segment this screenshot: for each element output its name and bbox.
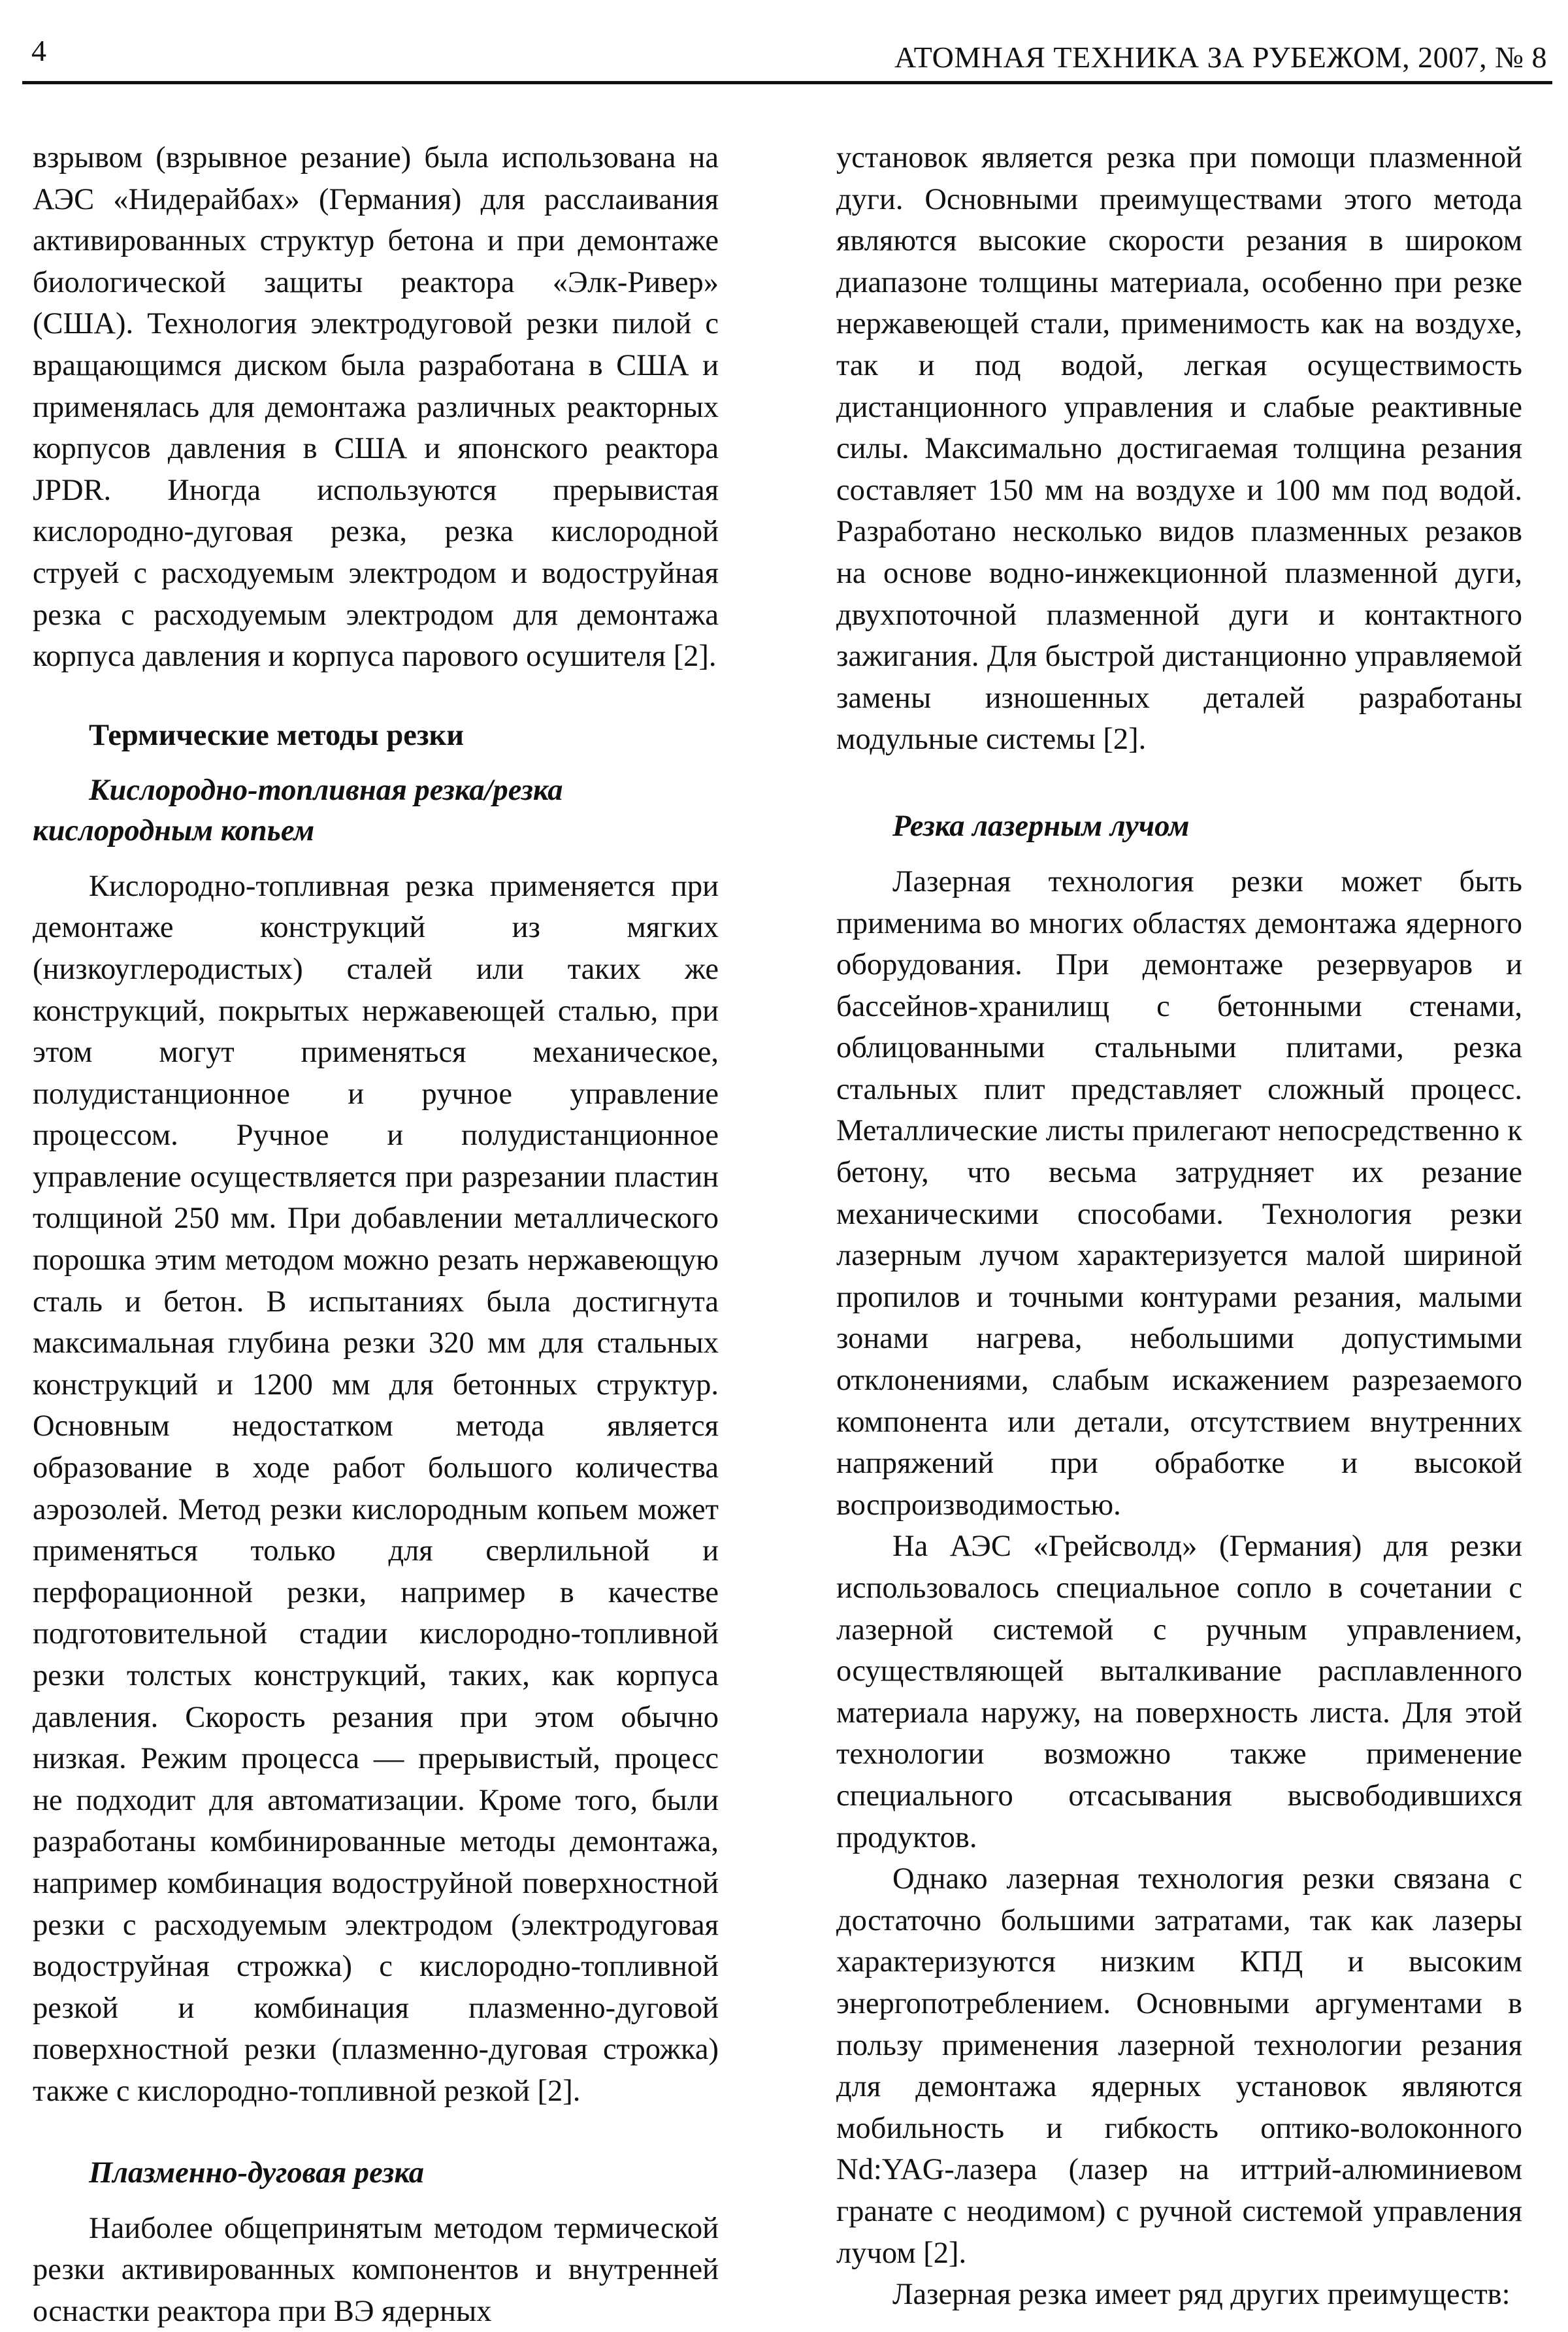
- page-number: 4: [31, 34, 46, 67]
- paragraph-plasma-intro: Наиболее общепринятым методом термической резки активированных компонентов и внутренней оснастки реактора при ВЭ ядерных: [33, 2211, 719, 2328]
- paragraph-plasma-advantages: установок является резка при помощи плазменной дуги. Основными преимуществами этого метода являются высокие скорости резания в широком диапазоне толщины материала, особенно при резке нержавеющей стали, применимость как на воздухе, так и под водой, легкая осуществимость дистанционного управления и слабые реактивные силы. Максимально достигаемая толщина резания составляет 150 мм на воздухе и 100 мм под водой. Разработано несколько видов плазменных резаков на основе водно-инжекционной плазменной дуги, двухпоточной плазменной дуги и контактного зажигания. Для быстрой дистанционно управляемой замены изношенных деталей разработаны модульные системы [2].: [836, 141, 1522, 757]
- subheading-oxyfuel-cutting: Кислородно-топливная резка/резка кислородным копьем: [33, 773, 563, 847]
- paragraph-laser-technology: Лазерная технология резки может быть применима во многих областях демонтажа ядерного оборудования. При демонтаже резервуаров и бассейнов-хранилищ с бетонными стенами, облицованными стальными плитами, резка стальных плит представляет сложный процесс. Металлические листы прилегают непосредственно к бетону, что весьма затрудняет их резание механическими способами. Технология резки лазерным лучом характеризуется малой шириной пропилов и точными контурами резания, малыми зонами нагрева, небольшими допустимыми отклонениями, слабым искажением разрезаемого компонента или детали, отсутствием внутренних напряжений при обработке и высокой воспроизводимостью.: [836, 864, 1522, 1522]
- section-heading-thermal-methods: Термические методы резки: [89, 718, 465, 752]
- paragraph-greifswald-npp: На АЭС «Грейсволд» (Германия) для резки использовалось специальное сопло в сочетании с лазерной системой с ручным управлением, осуществляющей выталкивание расплавленного материала наружу, на поверхность листа. Для этой технологии возможно также применение специального отсасывания высвободившихся продуктов.: [836, 1530, 1522, 1854]
- paragraph-explosive-cutting: взрывом (взрывное резание) была использована на АЭС «Нидерайбах» (Германия) для расслаивания активированных структур бетона и при демонтаже биологической защиты реактора «Элк-Ривер» (США). Технология электродуговой резки пилой с вращающимся диском была разработана в США и применялась для демонтажа различных реакторных корпусов давления в США и японского реактора JPDR. Иногда используются прерывистая кислородно-дуговая резка, резка кислородной струей с расходуемым электродом и водоструйная резка с расходуемым электродом для демонтажа корпуса давления и корпуса парового осушителя [2].: [33, 141, 719, 674]
- page-header: [22, 29, 1552, 84]
- journal-running-title: АТОМНАЯ ТЕХНИКА ЗА РУБЕЖОМ, 2007, № 8: [894, 41, 1547, 74]
- right-column: [836, 137, 1522, 2316]
- subheading-laser-cutting: Резка лазерным лучом: [892, 809, 1190, 843]
- paragraph-oxyfuel-cutting: Кислородно-топливная резка применяется при демонтаже конструкций из мягких (низкоуглеродистых) сталей или таких же конструкций, покрытых нержавеющей сталью, при этом могут применяться механическое, полудистанционное и ручное управление процессом. Ручное и полудистанционное управление осуществляется при разрезании пластин толщиной 250 мм. При добавлении металлического порошка этим методом можно резать нержавеющую сталь и бетон. В испытаниях была достигнута максимальная глубина резки 320 мм для стальных конструкций и 1200 мм для бетонных структур. Основным недостатком метода является образование в ходе работ большого количества аэрозолей. Метод резки кислородным копьем может применяться только для сверлильной и перфорационной резки, например в качестве подготовительной стадии кислородно-топливной резки толстых конструкций, таких, как корпуса давления. Скорость резания при этом обычно низкая. Режим процесса — прерывистый, процесс не подходит для автоматизации. Кроме того, были разработаны комбинированные методы демонтажа, например комбинация водоструйной поверхностной резки с расходуемым электродом (электродуговая водоструйная строжка) с кислородно-топливной резкой и комбинация плазменно-дуговой поверхностной резки (плазменно-дуговая строжка) также с кислородно-топливной резкой [2].: [33, 869, 719, 2108]
- subheading-plasma-arc-cutting: Плазменно-дуговая резка: [89, 2156, 424, 2190]
- left-column: [33, 137, 719, 2332]
- paragraph-laser-other-advantages: Лазерная резка имеет ряд других преимуществ:: [892, 2278, 1511, 2312]
- paragraph-laser-costs: Однако лазерная технология резки связана с достаточно большими затратами, так как лазеры характеризуются низким КПД и высоким энергопотреблением. Основными аргументами в пользу применения лазерной технологии резания для демонтажа ядерных установок являются мобильность и гибкость оптико-волоконного Nd:YAG-лазера (лазер на иттрий-алюминиевом гранате с неодимом) с ручной системой управления лучом [2].: [836, 1862, 1522, 2270]
